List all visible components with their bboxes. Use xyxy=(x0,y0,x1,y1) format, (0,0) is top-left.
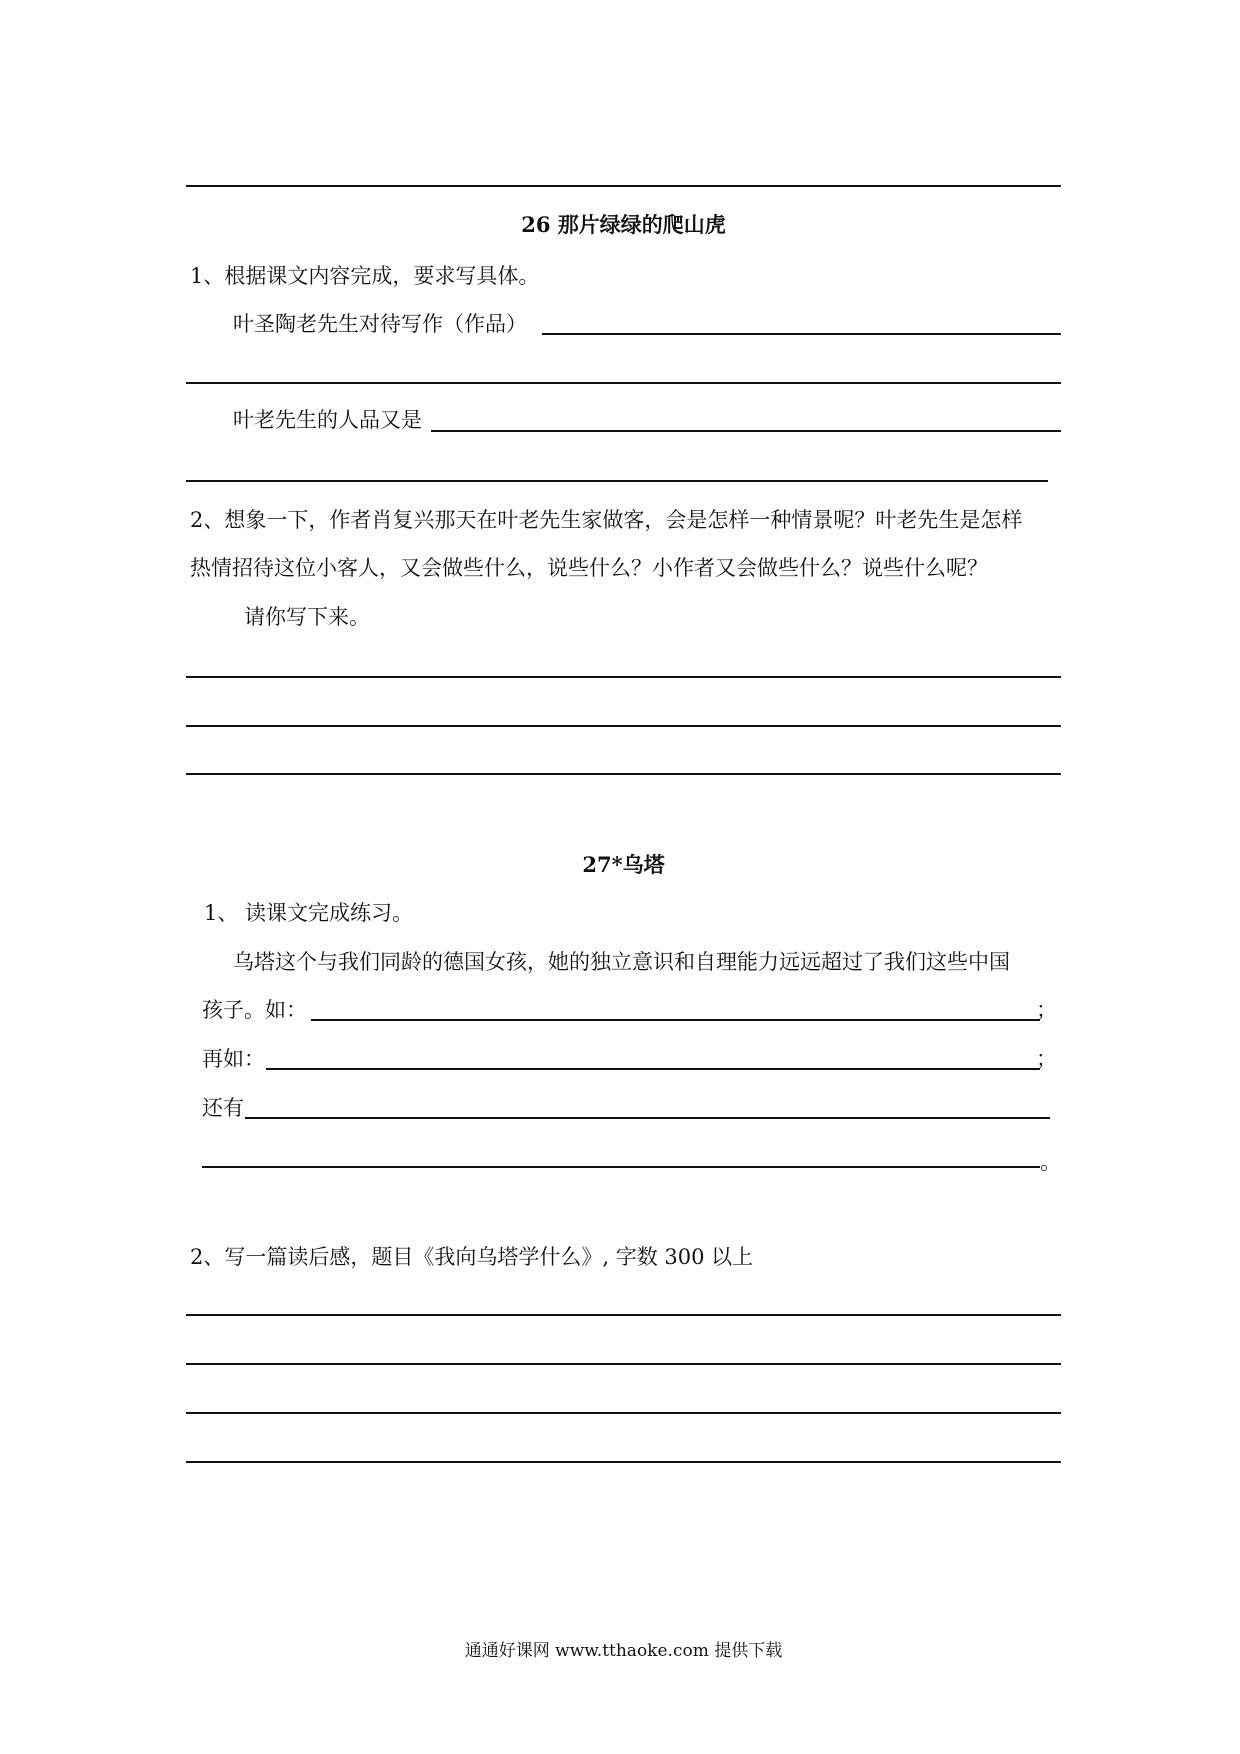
page-footer: 通通好课网 www.tthaoke.com 提供下载 xyxy=(464,1641,783,1661)
answer-line xyxy=(311,1019,1040,1021)
section-27-q1-para: 乌塔这个与我们同龄的德国女孩，她的独立意识和自理能力远远超过了我们这些中国 xyxy=(233,950,1010,974)
answer-line xyxy=(431,430,1061,432)
top-rule xyxy=(186,185,1061,187)
semicolon: ； xyxy=(1036,998,1057,1022)
section-27-q1-label: 1、 读课文完成练习。 xyxy=(204,901,414,925)
answer-line xyxy=(202,1166,1040,1168)
answer-line xyxy=(186,1314,1061,1316)
section-27-example2-label: 再如： xyxy=(202,1047,265,1071)
answer-line xyxy=(542,333,1061,335)
answer-line xyxy=(245,1117,1050,1119)
section-26-q2-line1: 2、想象一下，作者肖复兴那天在叶老先生家做客，会是怎样一种情景呢？叶老先生是怎样 xyxy=(190,508,1023,532)
section-26-q2-line2: 热情招待这位小客人，又会做些什么，说些什么？小作者又会做些什么？说些什么呢？ xyxy=(190,556,988,580)
answer-line xyxy=(186,1412,1061,1414)
semicolon: ； xyxy=(1036,1047,1057,1071)
section-27-example3-label: 还有 xyxy=(202,1096,244,1120)
section-26-q1-label: 1、根据课文内容完成，要求写具体。 xyxy=(190,264,540,288)
answer-line xyxy=(186,382,1061,384)
period: 。 xyxy=(1040,1150,1061,1174)
answer-line xyxy=(186,676,1061,678)
section-26-title: 26 那片绿绿的爬山虎 xyxy=(521,212,726,237)
section-27-example1-label: 孩子。如： xyxy=(202,998,307,1022)
answer-line xyxy=(186,773,1061,775)
answer-line xyxy=(266,1068,1040,1070)
answer-line xyxy=(186,1363,1061,1365)
answer-line xyxy=(186,1461,1061,1463)
section-26-q1-line1: 叶圣陶老先生对待写作（作品） xyxy=(233,312,527,336)
section-26-q1-line2: 叶老先生的人品又是 xyxy=(233,408,422,432)
section-27-title: 27*乌塔 xyxy=(582,852,665,877)
answer-line xyxy=(186,725,1061,727)
section-27-q2-label: 2、写一篇读后感，题目《我向乌塔学什么》, 字数 300 以上 xyxy=(190,1245,754,1269)
section-26-q2-line3: 请你写下来。 xyxy=(244,605,370,629)
answer-line xyxy=(186,480,1048,482)
